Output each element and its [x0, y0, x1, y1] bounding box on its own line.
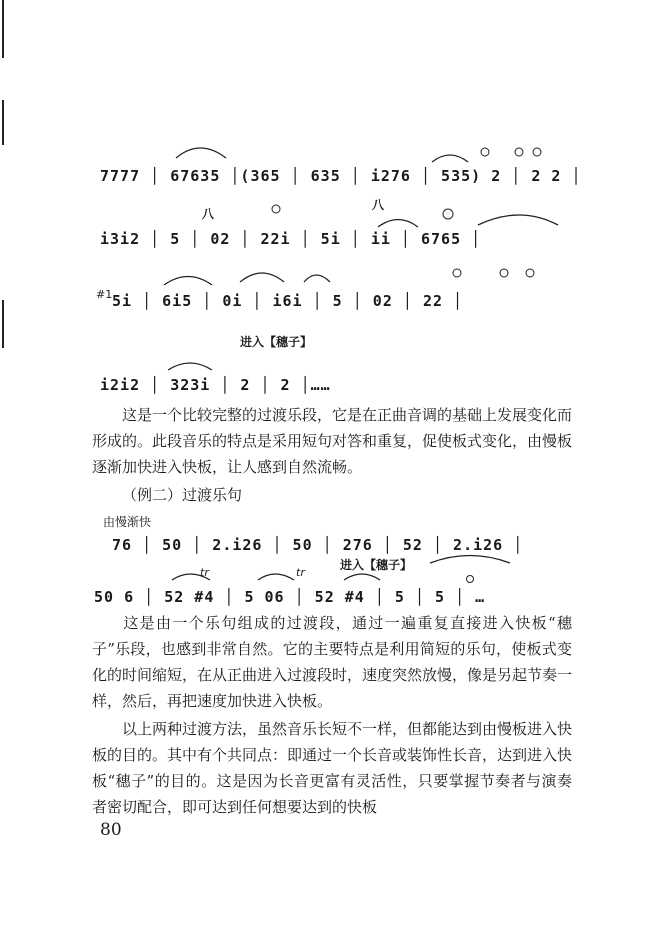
paragraph-1: 这是一个比较完整的过渡乐段，它是在正曲音调的基础上发展变化而形成的。此段音乐的特点是采用短句对答和重复，促使板式变化，由慢板逐渐加快进入快板，让人感到自然流畅。	[92, 406, 573, 476]
ornament-ba-2: 八	[372, 198, 385, 212]
margin-mark-top	[2, 0, 4, 58]
score-ex2-line-2: 50 6 │ 52 #4 │ 5 06 │ 52 #4 │ 5 │ 5 │ …	[94, 588, 486, 606]
ornament-ba-1: 八	[202, 207, 215, 221]
example-2-title: （例二）过渡乐句	[122, 486, 243, 504]
score-line-3: 5i │ 6i5 │ 0i │ i6i │ 5 │ 02 │ 22 │	[112, 292, 464, 310]
enter-suizi-label-1: 进入【穗子】	[240, 335, 313, 349]
score-ex2-line-1: 76 │ 50 │ 2.i26 │ 50 │ 276 │ 52 │ 2.i26 │	[112, 536, 524, 554]
enter-suizi-label-2: 进入【穗子】	[340, 558, 413, 572]
score-line-4: i2i2 │ 323i │ 2 │ 2 │……	[100, 376, 331, 394]
score-line-2: i3i2 │ 5 │ 02 │ 22i │ 5i │ ii │ 6765 │	[100, 230, 482, 248]
trill-mark-1: tr	[200, 566, 209, 579]
tempo-marking: 由慢渐快	[103, 515, 152, 529]
paragraph-2: 这是由一个乐句组成的过渡段，通过一遍重复直接进入快板“穗子”乐段，也感到非常自然。它的主要特点是利用简短的乐句，使板式变化的时间缩短，在从正曲进入过渡段时，速度突然放慢，像是另起节奏一样，然后，再把速度加快进入快板。	[92, 614, 573, 710]
sharp-prefix: #1	[96, 288, 113, 301]
margin-mark-lower	[2, 300, 4, 348]
margin-mark-middle	[2, 100, 4, 145]
trill-mark-2: tr	[296, 566, 305, 579]
paragraph-3: 以上两种过渡方法，虽然音乐长短不一样，但都能达到由慢板进入快板的目的。其中有个共同点：即通过一个长音或装饰性长音，达到进入快板“穗子”的目的。这是因为长音更富有灵活性，只要掌握节奏者与演奏者密切配合，即可达到任何想要达到的快板	[92, 720, 573, 816]
score-line-1: 7777 │ 67635 │(365 │ 635 │ i276 │ 535) 2 │ 2 2 │	[100, 167, 582, 185]
page-number: 80	[100, 820, 122, 840]
